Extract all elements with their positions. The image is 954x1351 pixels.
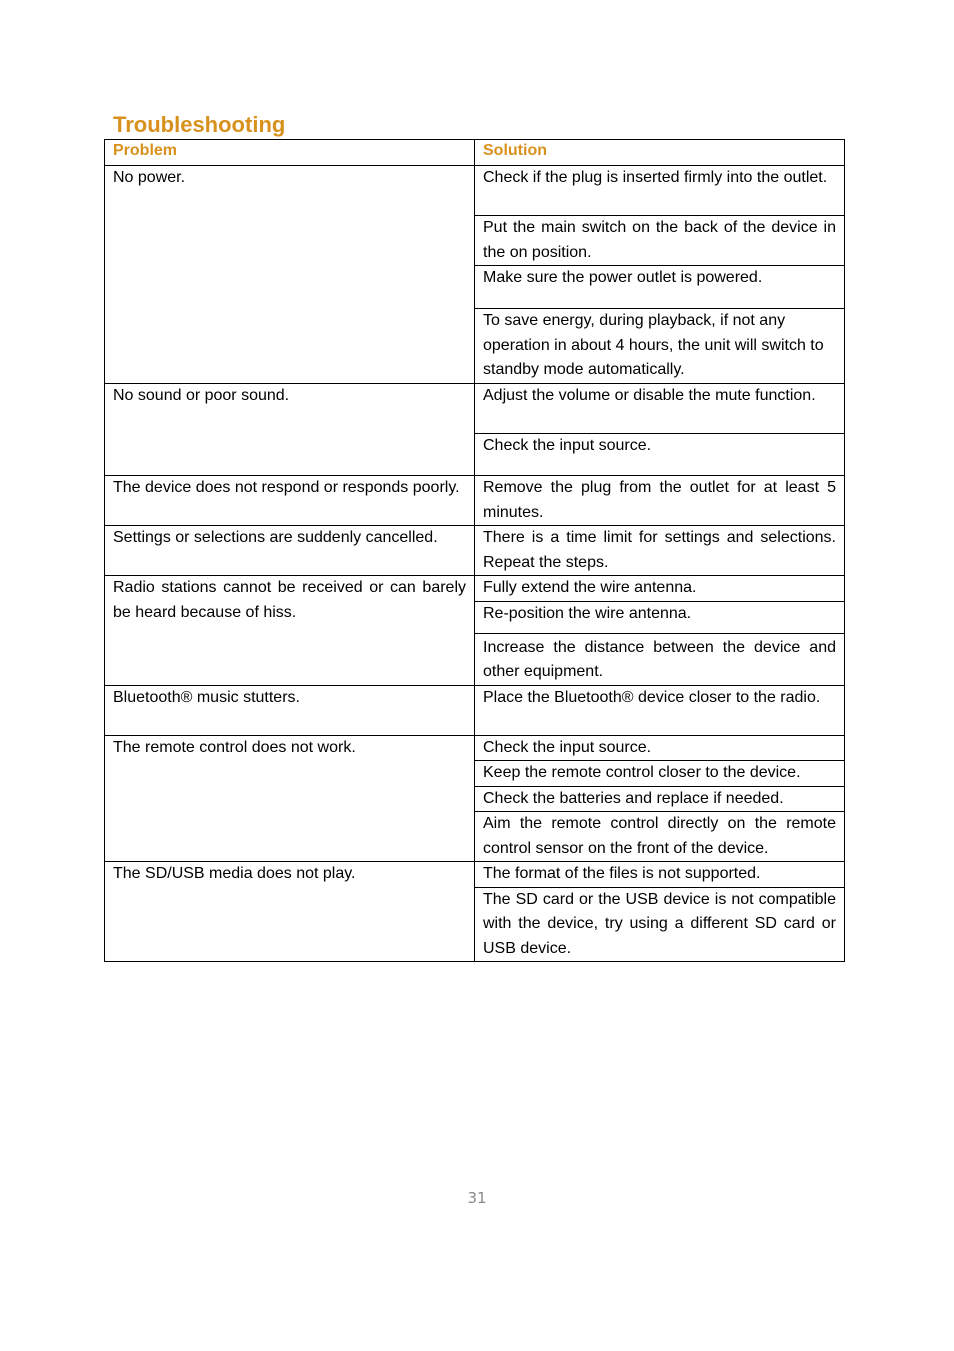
page-number: 31 [467,1189,487,1207]
solution-cell: Check the input source. [475,434,845,476]
solution-cell: The format of the files is not supported. [475,862,845,888]
solution-cell: Keep the remote control closer to the device. [475,761,845,787]
solution-cell: To save energy, during playback, if not any operation in about 4 hours, the unit will switch to standby mode automatically. [475,309,845,384]
solution-cell: Increase the distance between the device and other equipment. [475,633,845,685]
table-header-row [105,140,845,166]
solution-cell: Fully extend the wire antenna. [475,576,845,602]
solution-cell: Adjust the volume or disable the mute function. [475,384,845,434]
problem-cell: The SD/USB media does not play. [105,862,475,962]
solution-cell: Check if the plug is inserted firmly into the outlet. [475,166,845,216]
solution-cell: Remove the plug from the outlet for at least 5 minutes. [475,476,845,526]
table-row [105,685,845,735]
troubleshooting-table [104,139,845,962]
solution-cell: Make sure the power outlet is powered. [475,266,845,309]
table-row [105,166,845,216]
problem-cell: The remote control does not work. [105,735,475,862]
table-row [105,384,845,434]
solution-cell: There is a time limit for settings and selections. Repeat the steps. [475,526,845,576]
table-row [105,476,845,526]
problem-cell: Bluetooth® music stutters. [105,685,475,735]
problem-cell: Settings or selections are suddenly cancelled. [105,526,475,576]
problem-header: Problem [105,140,475,166]
problem-cell: No sound or poor sound. [105,384,475,476]
solution-header: Solution [475,140,845,166]
solution-cell: Re-position the wire antenna. [475,601,845,633]
section-title: Troubleshooting [113,112,286,137]
solution-cell: Place the Bluetooth® device closer to the radio. [475,685,845,735]
problem-cell: The device does not respond or responds poorly. [105,476,475,526]
solution-cell: Put the main switch on the back of the device in the on position. [475,216,845,266]
table-row [105,862,845,888]
problem-cell: Radio stations cannot be received or can barely be heard because of hiss. [105,576,475,686]
table-row [105,576,845,602]
solution-cell: Check the batteries and replace if needed. [475,786,845,812]
table-row [105,526,845,576]
problem-cell: No power. [105,166,475,384]
solution-cell: Check the input source. [475,735,845,761]
table-row [105,735,845,761]
solution-cell: The SD card or the USB device is not compatible with the device, try using a different SD card or USB device. [475,887,845,962]
solution-cell: Aim the remote control directly on the remote control sensor on the front of the device. [475,812,845,862]
